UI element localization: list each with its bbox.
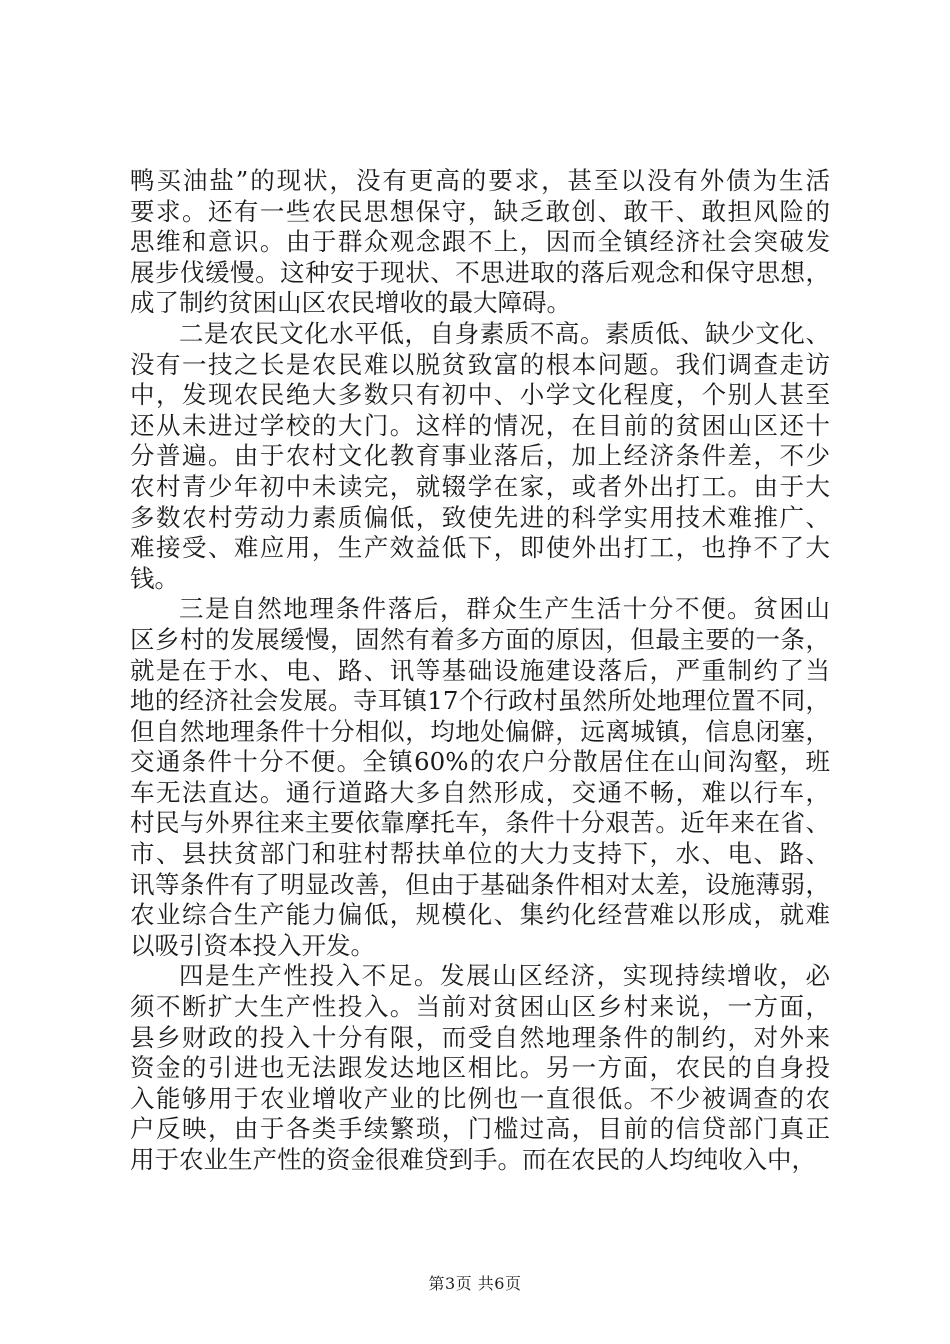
text-line: 讯等条件有了明显改善，但由于基础条件相对太差，设施薄弱， xyxy=(130,869,830,899)
text-line: 入能够用于农业增收产业的比例也一直很低。不少被调查的农 xyxy=(130,1083,830,1113)
text-line: 农业综合生产能力偏低，规模化、集约化经营难以形成，就难 xyxy=(130,900,830,930)
page-footer: 第3页 共6页 xyxy=(428,1274,522,1293)
text-line: 资金的引进也无法跟发达地区相比。另一方面，农民的自身投 xyxy=(130,1053,830,1083)
text-line: 就是在于水、电、路、讯等基础设施建设落后，严重制约了当 xyxy=(130,655,830,685)
text-line: 用于农业生产性的资金很难贷到手。而在农民的人均纯收入中， xyxy=(130,1145,816,1174)
text-line: 地的经济社会发展。寺耳镇17个行政村虽然所处地理位置不同， xyxy=(130,686,830,716)
paragraph xyxy=(130,961,830,1175)
text-line: 展步伐缓慢。这种安于现状、不思进取的落后观念和保守思想， xyxy=(130,257,830,287)
text-line: 钱。 xyxy=(130,563,179,593)
text-line: 三是自然地理条件落后，群众生产生活十分不便。贫困山 xyxy=(179,594,830,624)
text-line: 多数农村劳动力素质偏低，致使先进的科学实用技术难推广、 xyxy=(130,502,830,532)
paragraph xyxy=(130,166,830,319)
text-line: 车无法直达。通行道路大多自然形成，交通不畅，难以行车， xyxy=(130,777,830,807)
text-line: 但自然地理条件十分相似，均地处偏僻，远离城镇，信息闭塞， xyxy=(130,716,830,746)
text-line: 分普遍。由于农村文化教育事业落后，加上经济条件差，不少 xyxy=(130,441,830,471)
text-line: 区乡村的发展缓慢，固然有着多方面的原因，但最主要的一条， xyxy=(130,624,830,654)
text-line: 没有一技之长是农民难以脱贫致富的根本问题。我们调查走访 xyxy=(130,349,830,379)
text-line: 鸭买油盐”的现状，没有更高的要求，甚至以没有外债为生活 xyxy=(130,166,830,195)
text-line: 以吸引资本投入开发。 xyxy=(130,930,375,960)
text-line: 市、县扶贫部门和驻村帮扶单位的大力支持下，水、电、路、 xyxy=(130,839,830,869)
text-line: 中，发现农民绝大多数只有初中、小学文化程度，个别人甚至 xyxy=(130,380,830,410)
text-line: 交通条件十分不便。全镇60%的农户分散居住在山间沟壑，班 xyxy=(130,747,830,777)
text-line: 二是农民文化水平低，自身素质不高。素质低、缺少文化、 xyxy=(179,318,830,348)
text-line: 四是生产性投入不足。发展山区经济，实现持续增收，必 xyxy=(179,961,830,991)
text-line: 还从未进过学校的大门。这样的情况，在目前的贫困山区还十 xyxy=(130,410,830,440)
text-line: 须不断扩大生产性投入。当前对贫困山区乡村来说，一方面， xyxy=(130,992,830,1022)
text-line: 村民与外界往来主要依靠摩托车，条件十分艰苦。近年来在省、 xyxy=(130,808,830,838)
paragraph xyxy=(130,594,830,961)
paragraph xyxy=(130,319,830,594)
text-line: 难接受、难应用，生产效益低下，即使外出打工，也挣不了大 xyxy=(130,533,830,563)
text-line: 成了制约贫困山区农民增收的最大障碍。 xyxy=(130,288,571,318)
document-body xyxy=(130,166,830,1176)
text-line: 县乡财政的投入十分有限，而受自然地理条件的制约，对外来 xyxy=(130,1022,830,1052)
text-line: 要求。还有一些农民思想保守，缺乏敢创、敢干、敢担风险的 xyxy=(130,196,830,226)
text-line: 户反映，由于各类手续繁琐，门槛过高，目前的信贷部门真正 xyxy=(130,1114,830,1144)
text-line: 思维和意识。由于群众观念跟不上，因而全镇经济社会突破发 xyxy=(130,227,830,257)
text-line: 农村青少年初中未读完，就辍学在家，或者外出打工。由于大 xyxy=(130,471,830,501)
